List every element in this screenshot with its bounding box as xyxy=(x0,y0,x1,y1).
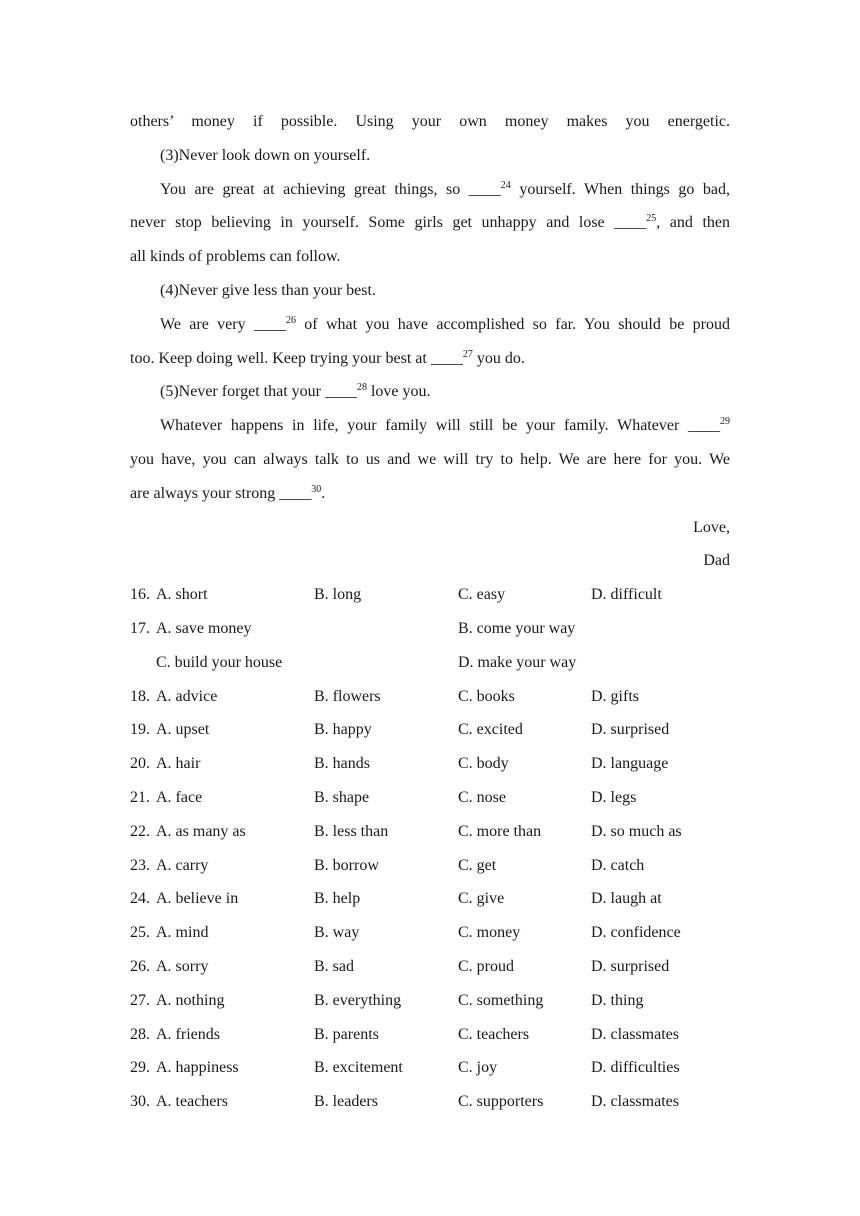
option-d: D. make your way xyxy=(458,653,577,671)
passage-line: never stop believing in yourself. Some girls get unhappy and lose ____$^{25}$, and then xyxy=(130,213,730,232)
option-d: D. language xyxy=(591,755,669,773)
question-row xyxy=(130,815,730,849)
option-a: A. friends xyxy=(156,1025,220,1043)
question-row xyxy=(130,1051,730,1085)
option-c: C. money xyxy=(458,924,521,942)
option-c: C. supporters xyxy=(458,1093,544,1111)
blank-number: 30 xyxy=(311,483,322,495)
section-heading-3: (3)Never look down on yourself. xyxy=(160,146,371,164)
option-a: A. teachers xyxy=(156,1093,228,1111)
question-number: 16. xyxy=(130,586,150,604)
option-c: C. excited xyxy=(458,721,523,739)
question-row xyxy=(130,612,730,646)
passage-line: others’ money if possible. Using your own money makes you energetic. xyxy=(130,113,730,130)
question-row xyxy=(130,950,730,984)
option-b: B. leaders xyxy=(314,1093,378,1111)
option-c: C. nose xyxy=(458,788,506,806)
option-b: B. come your way xyxy=(458,619,576,637)
option-c: C. something xyxy=(458,991,544,1009)
option-d: D. classmates xyxy=(591,1025,679,1043)
question-row xyxy=(130,882,730,916)
question-row xyxy=(130,916,730,950)
question-number: 30. xyxy=(130,1093,150,1111)
option-a: A. advice xyxy=(156,687,218,705)
option-b: B. sad xyxy=(314,957,354,975)
option-a: A. save money xyxy=(156,619,252,637)
option-a: A. hair xyxy=(156,755,201,773)
question-number: 22. xyxy=(130,822,150,840)
option-b: B. happy xyxy=(314,721,372,739)
option-d: D. surprised xyxy=(591,957,670,975)
blank-number: 28 xyxy=(356,382,367,394)
option-d: D. thing xyxy=(591,991,644,1009)
option-c: C. easy xyxy=(458,586,506,604)
letter-closing: Love, xyxy=(693,518,730,536)
option-c: C. give xyxy=(458,890,505,908)
option-a: A. as many as xyxy=(156,822,246,840)
option-b: B. hands xyxy=(314,755,370,773)
question-number: 19. xyxy=(130,721,150,739)
option-c: C. books xyxy=(458,687,515,705)
option-a: A. nothing xyxy=(156,991,225,1009)
section-heading-5: (5)Never forget that your ____$^{28}$ love you. xyxy=(160,382,431,401)
option-c: C. body xyxy=(458,755,509,773)
document-page xyxy=(130,105,730,1119)
option-a: A. carry xyxy=(156,856,209,874)
blank-number: 29 xyxy=(720,416,730,428)
option-c: C. get xyxy=(458,856,497,874)
option-d: D. legs xyxy=(591,788,637,806)
passage-line: We are very ____$^{26}$ of what you have accomplished so far. You should be proud xyxy=(160,314,730,333)
passage-line: Whatever happens in life, your family will still be your family. Whatever ____$^{29}$ xyxy=(160,416,730,435)
question-row-continued xyxy=(130,646,730,680)
question-number: 23. xyxy=(130,856,150,874)
question-row xyxy=(130,984,730,1018)
passage-line: all kinds of problems can follow. xyxy=(130,248,341,266)
question-row xyxy=(130,680,730,714)
option-d: D. surprised xyxy=(591,721,670,739)
option-d: D. difficult xyxy=(591,586,662,604)
option-a: A. believe in xyxy=(156,890,239,908)
option-b: B. way xyxy=(314,924,360,942)
option-d: D. confidence xyxy=(591,924,681,942)
question-row xyxy=(130,578,730,612)
question-number: 27. xyxy=(130,991,150,1009)
option-c: C. build your house xyxy=(156,653,283,671)
question-number: 20. xyxy=(130,755,150,773)
blank-number: 24 xyxy=(500,179,511,191)
passage-line: too. Keep doing well. Keep trying your best at ____$^{27}$ you do. xyxy=(130,348,525,367)
option-a: A. mind xyxy=(156,924,209,942)
question-number: 18. xyxy=(130,687,150,705)
blank-number: 27 xyxy=(462,348,473,360)
option-d: D. so much as xyxy=(591,822,682,840)
option-b: B. flowers xyxy=(314,687,381,705)
option-b: B. everything xyxy=(314,991,402,1009)
blank-number: 26 xyxy=(285,314,296,326)
option-b: B. excitement xyxy=(314,1059,403,1077)
question-number: 25. xyxy=(130,924,150,942)
option-d: D. gifts xyxy=(591,687,639,705)
option-c: C. proud xyxy=(458,957,514,975)
question-number: 28. xyxy=(130,1025,150,1043)
option-b: B. parents xyxy=(314,1025,379,1043)
option-d: D. laugh at xyxy=(591,890,662,908)
letter-signature: Dad xyxy=(703,552,730,570)
option-b: B. less than xyxy=(314,822,389,840)
option-a: A. happiness xyxy=(156,1059,239,1077)
option-b: B. help xyxy=(314,890,361,908)
option-a: A. upset xyxy=(156,721,210,739)
passage-line: you have, you can always talk to us and we will try to help. We are here for you. We xyxy=(130,450,730,468)
question-number: 24. xyxy=(130,890,150,908)
question-row xyxy=(130,849,730,883)
option-b: B. borrow xyxy=(314,856,379,874)
passage-line: are always your strong ____$^{30}$. xyxy=(130,483,326,502)
option-c: C. more than xyxy=(458,822,542,840)
option-a: A. short xyxy=(156,586,208,604)
option-c: C. joy xyxy=(458,1059,498,1077)
question-row xyxy=(130,1018,730,1052)
question-row xyxy=(130,781,730,815)
blank-number: 25 xyxy=(646,213,657,225)
question-number: 17. xyxy=(130,619,150,637)
option-d: D. difficulties xyxy=(591,1059,680,1077)
section-heading-4: (4)Never give less than your best. xyxy=(160,281,376,299)
question-row xyxy=(130,747,730,781)
passage-line: You are great at achieving great things, so ____$^{24}$ yourself. When things go bad, xyxy=(160,179,730,198)
question-number: 21. xyxy=(130,788,150,806)
question-row xyxy=(130,1085,730,1119)
option-d: D. classmates xyxy=(591,1093,679,1111)
question-row xyxy=(130,713,730,747)
option-d: D. catch xyxy=(591,856,645,874)
question-number: 29. xyxy=(130,1059,150,1077)
option-a: A. face xyxy=(156,788,203,806)
option-b: B. long xyxy=(314,586,362,604)
question-number: 26. xyxy=(130,957,150,975)
option-b: B. shape xyxy=(314,788,370,806)
option-c: C. teachers xyxy=(458,1025,530,1043)
option-a: A. sorry xyxy=(156,957,209,975)
